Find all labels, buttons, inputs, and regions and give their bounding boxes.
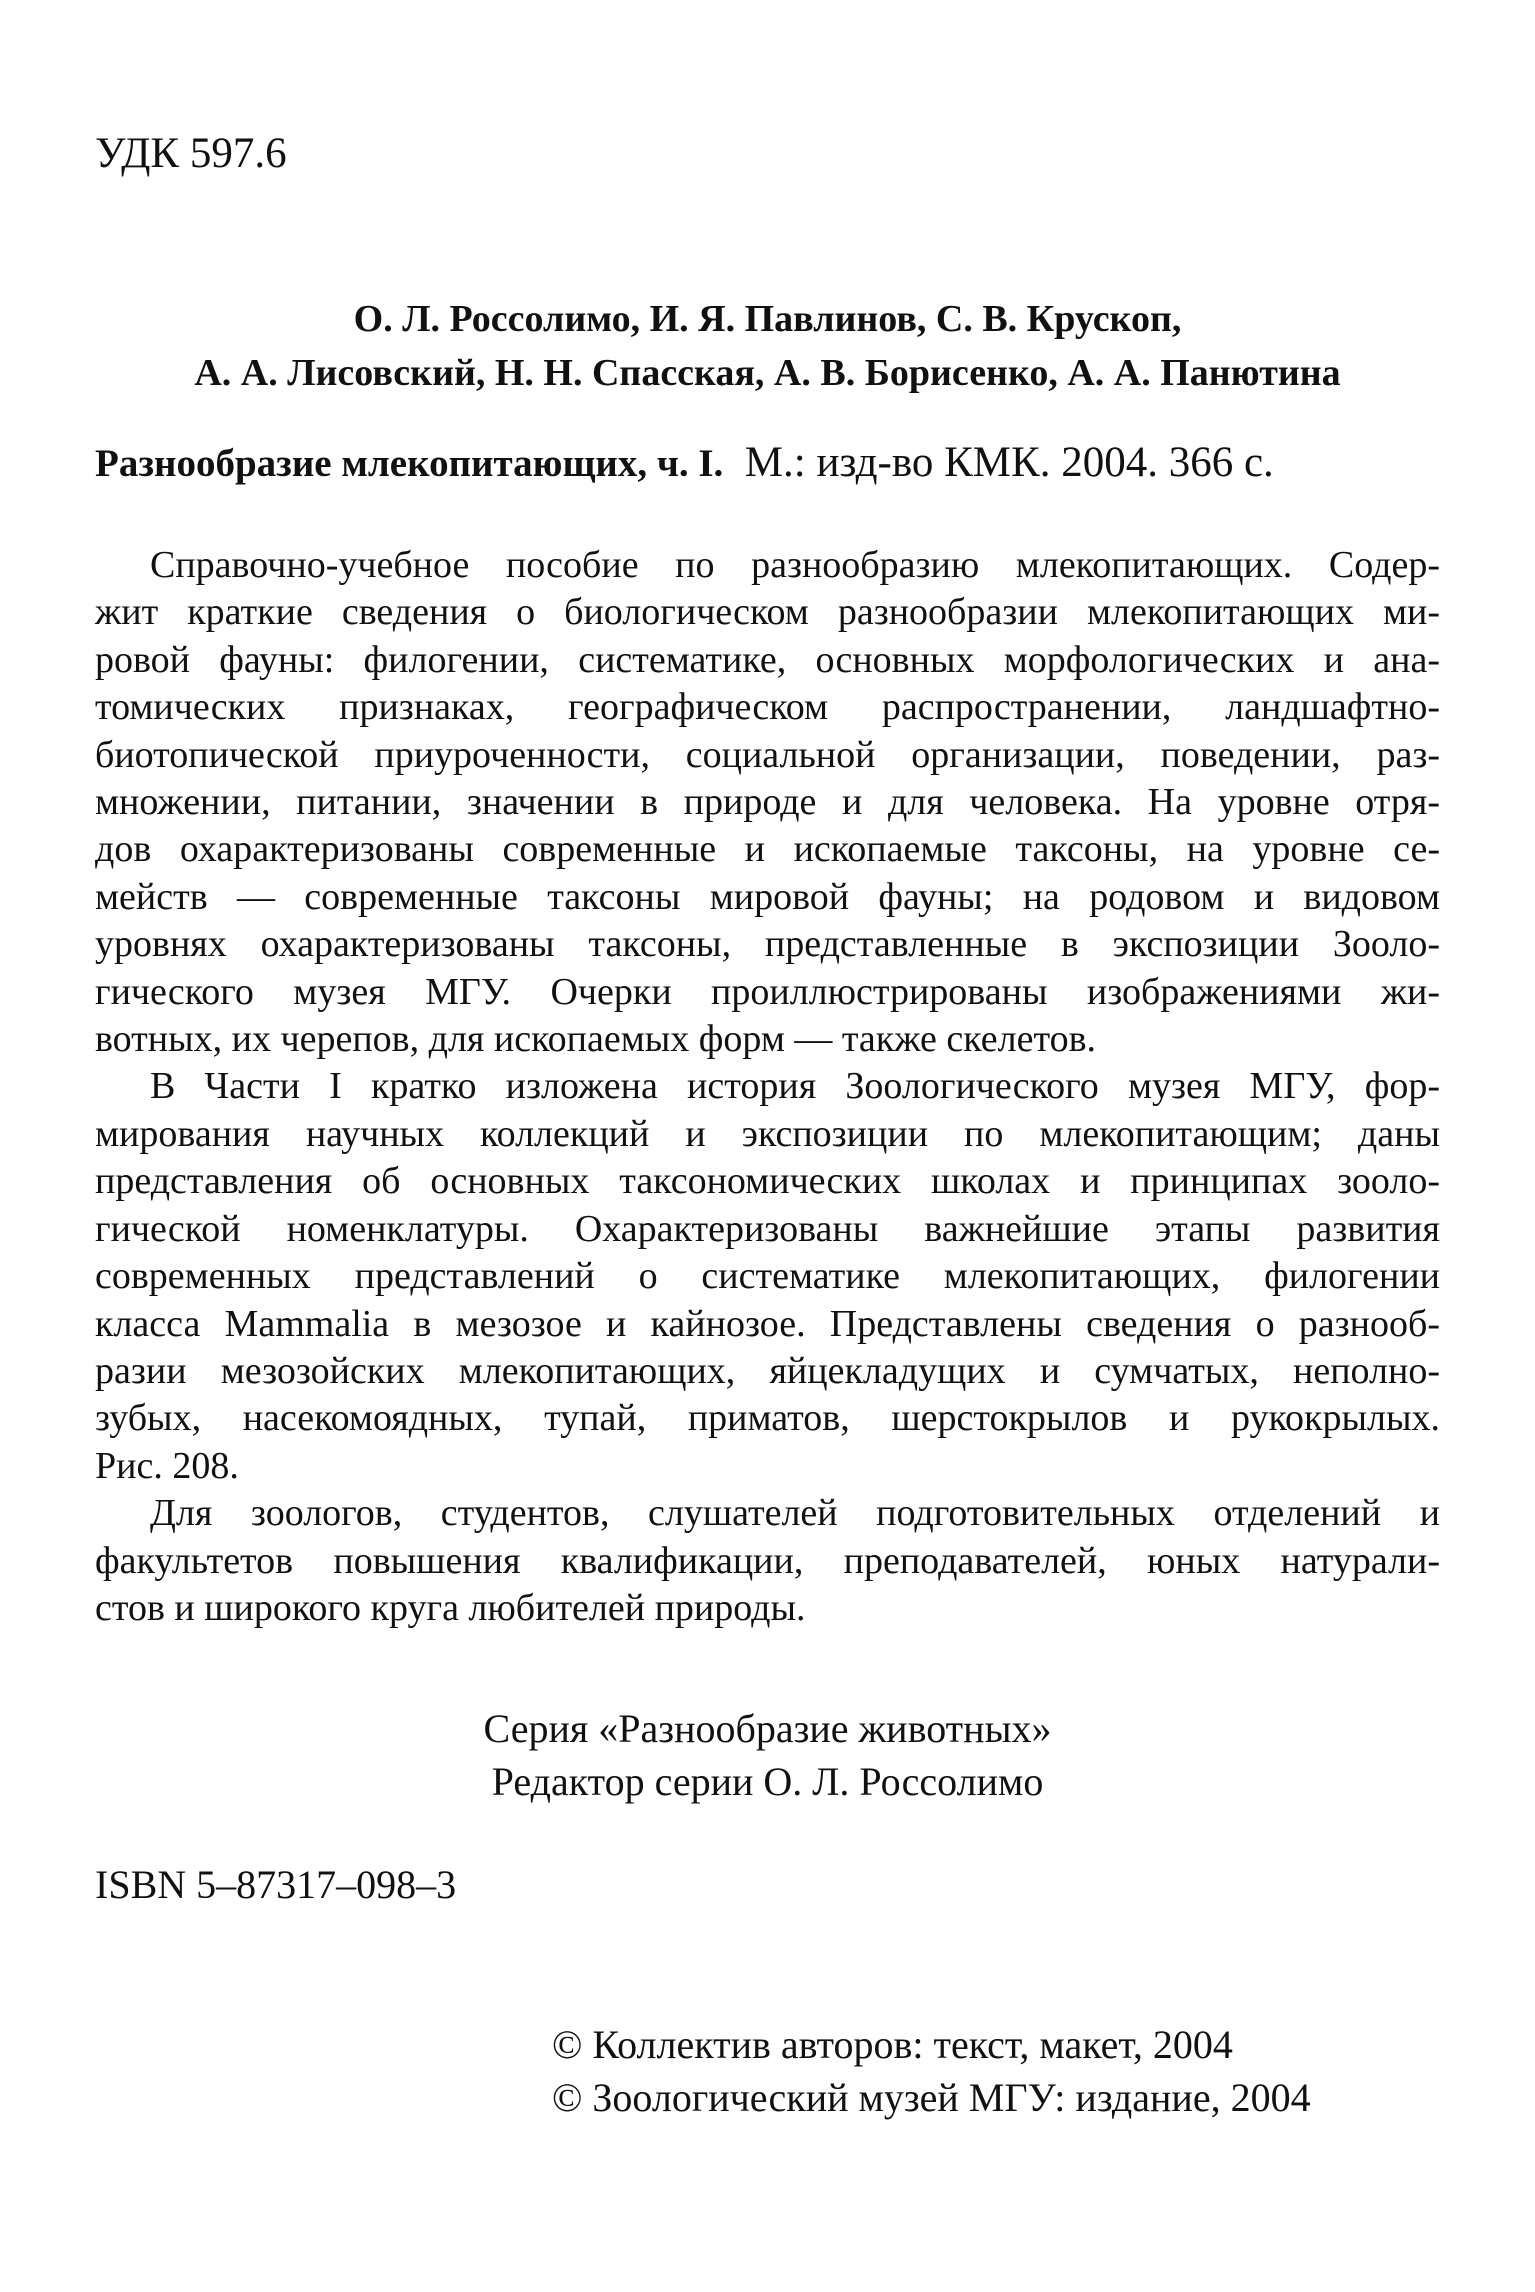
abstract-line: жит краткие сведения о биологическом разнообразии млекопитающих ми-	[95, 591, 1440, 634]
abstract-line: множении, питании, значении в природе и для человека. На уровне отря-	[95, 781, 1440, 824]
abstract-line: современных представлений о систематике млекопитающих, филогении	[95, 1255, 1440, 1298]
abstract-line: биотопической приуроченности, социальной организации, поведении, раз-	[95, 733, 1440, 776]
book-title: Разнообразие млекопитающих, ч. I.	[95, 442, 724, 485]
abstract-line: Для зоологов, студентов, слушателей подготовительных отделений и	[150, 1492, 1440, 1535]
copyright-block	[552, 2018, 1311, 2124]
abstract	[95, 542, 1440, 1632]
abstract-line: томических признаках, географическом распространении, ландшафтно-	[95, 686, 1440, 729]
abstract-line: ровой фауны: филогении, систематике, основных морфологических и ана-	[95, 638, 1440, 681]
series-info	[95, 1702, 1440, 1808]
authors-block	[95, 292, 1440, 400]
series-editor: Редактор серии О. Л. Россолимо	[491, 1759, 1044, 1804]
abstract-line: мейств — современные таксоны мировой фауны; на родовом и видовом	[95, 875, 1440, 918]
abstract-line: разии мезозойских млекопитающих, яйцекладущих и сумчатых, неполно-	[95, 1349, 1440, 1392]
abstract-line: класса Mammalia в мезозое и кайнозое. Представлены сведения о разнооб-	[95, 1302, 1440, 1345]
abstract-line: мирования научных коллекций и экспозиции по млекопитающим; даны	[95, 1112, 1440, 1155]
abstract-line: Справочно-учебное пособие по разнообразию млекопитающих. Содер-	[150, 544, 1440, 586]
abstract-line: представления об основных таксономических школах и принципах зооло-	[95, 1160, 1440, 1203]
copyright-line: © Зоологический музей МГУ: издание, 2004	[552, 2075, 1311, 2120]
abstract-line: В Части I кратко изложена история Зоологического музея МГУ, фор-	[150, 1065, 1440, 1108]
abstract-line: уровнях охарактеризованы таксоны, представленные в экспозиции Зооло-	[95, 923, 1440, 966]
series-name: Серия «Разнообразие животных»	[483, 1706, 1052, 1751]
abstract-line: факультетов повышения квалификации, преподавателей, юных натурали-	[95, 1539, 1440, 1582]
abstract-line: зубых, насекомоядных, тупай, приматов, шерстокрылов и рукокрылых.	[95, 1397, 1440, 1440]
abstract-line: стов и широкого круга любителей природы.	[95, 1586, 806, 1629]
authors-line: О. Л. Россолимо, И. Я. Павлинов, С. В. Крускоп,	[353, 298, 1182, 340]
abstract-line: гической номенклатуры. Охарактеризованы важнейшие этапы развития	[95, 1207, 1440, 1250]
abstract-line: Рис. 208.	[95, 1444, 239, 1487]
isbn: ISBN 5–87317–098–3	[95, 1862, 457, 1907]
copyright-line: © Коллектив авторов: текст, макет, 2004	[552, 2022, 1233, 2067]
abstract-line: гического музея МГУ. Очерки проиллюстрированы изображениями жи-	[95, 970, 1440, 1013]
publication-info: М.: изд-во КМК. 2004. 366 с.	[744, 439, 1274, 486]
bibliographic-title	[95, 435, 1274, 492]
abstract-line: вотных, их черепов, для ископаемых форм — также скелетов.	[95, 1018, 1097, 1061]
udk-code: УДК 597.6	[95, 130, 287, 177]
authors-line: А. А. Лисовский, Н. Н. Спасская, А. В. Борисенко, А. А. Панютина	[194, 352, 1341, 394]
abstract-line: дов охарактеризованы современные и ископаемые таксоны, на уровне се-	[95, 828, 1440, 871]
